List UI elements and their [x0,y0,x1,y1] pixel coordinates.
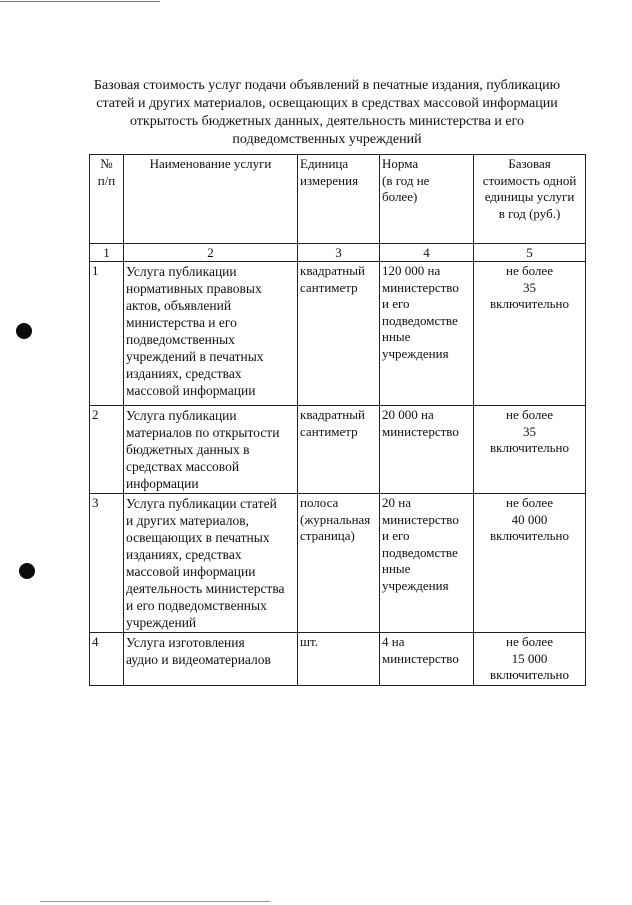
table-row [90,262,586,406]
title-line: подведомственных учреждений [232,132,422,147]
header-unit: Единица измерения [298,155,380,244]
table-row [90,494,586,633]
title-line: статей и других материалов, освещающих в средствах массовой информации [96,96,558,111]
row-norm: 120 000 на министерство и его подведомстве нные учреждения [380,262,474,406]
row-service-name: Услуга публикации материалов по открытости бюджетных данных в средствах массовой информации [124,406,298,494]
punch-hole-mark [19,563,35,579]
table-row [90,633,586,686]
title-line: Базовая стоимость услуг подачи объявлений в печатные издания, публикацию [93,78,561,93]
row-num: 1 [90,262,124,406]
header-base-cost: Базовая стоимость одной единицы услуги в год (руб.) [474,155,586,244]
column-number: 2 [124,244,298,262]
column-number: 3 [298,244,380,262]
row-unit: шт. [298,633,380,686]
row-service-name: Услуга изготовления аудио и видеоматериалов [124,633,298,686]
row-num: 2 [90,406,124,494]
row-norm: 20 000 на министерство [380,406,474,494]
scan-edge-line-bottom [40,901,270,902]
services-cost-table [89,154,586,686]
table-header-row [90,155,586,244]
header-service-name: Наименование услуги [124,155,298,244]
row-unit: квадратный сантиметр [298,406,380,494]
row-service-name: Услуга публикации статей и других материалов, освещающих в печатных изданиях, средствах массовой информации деятельность министерства и его подведомственных учреждений [124,494,298,633]
column-number: 4 [380,244,474,262]
column-number: 5 [474,244,586,262]
title-line: открытость бюджетных данных, деятельность министерства и его [129,114,525,129]
row-unit: полоса (журнальная страница) [298,494,380,633]
row-base-cost: не более 35 включительно [474,262,586,406]
row-base-cost: не более 40 000 включительно [474,494,586,633]
row-norm: 20 на министерство и его подведомстве нные учреждения [380,494,474,633]
header-num: № п/п [90,155,124,244]
table-row [90,406,586,494]
row-num: 4 [90,633,124,686]
row-norm: 4 на министерство [380,633,474,686]
row-unit: квадратный сантиметр [298,262,380,406]
row-service-name: Услуга публикации нормативных правовых актов, объявлений министерства и его подведомственных учреждений в печатных изданиях, средствах массовой информации [124,262,298,406]
row-base-cost: не более 15 000 включительно [474,633,586,686]
scan-edge-line-top [0,1,160,2]
row-base-cost: не более 35 включительно [474,406,586,494]
punch-hole-mark [16,323,32,339]
column-number: 1 [90,244,124,262]
row-num: 3 [90,494,124,633]
header-norm: Норма (в год не более) [380,155,474,244]
column-number-row [90,244,586,262]
document-title [80,77,574,149]
